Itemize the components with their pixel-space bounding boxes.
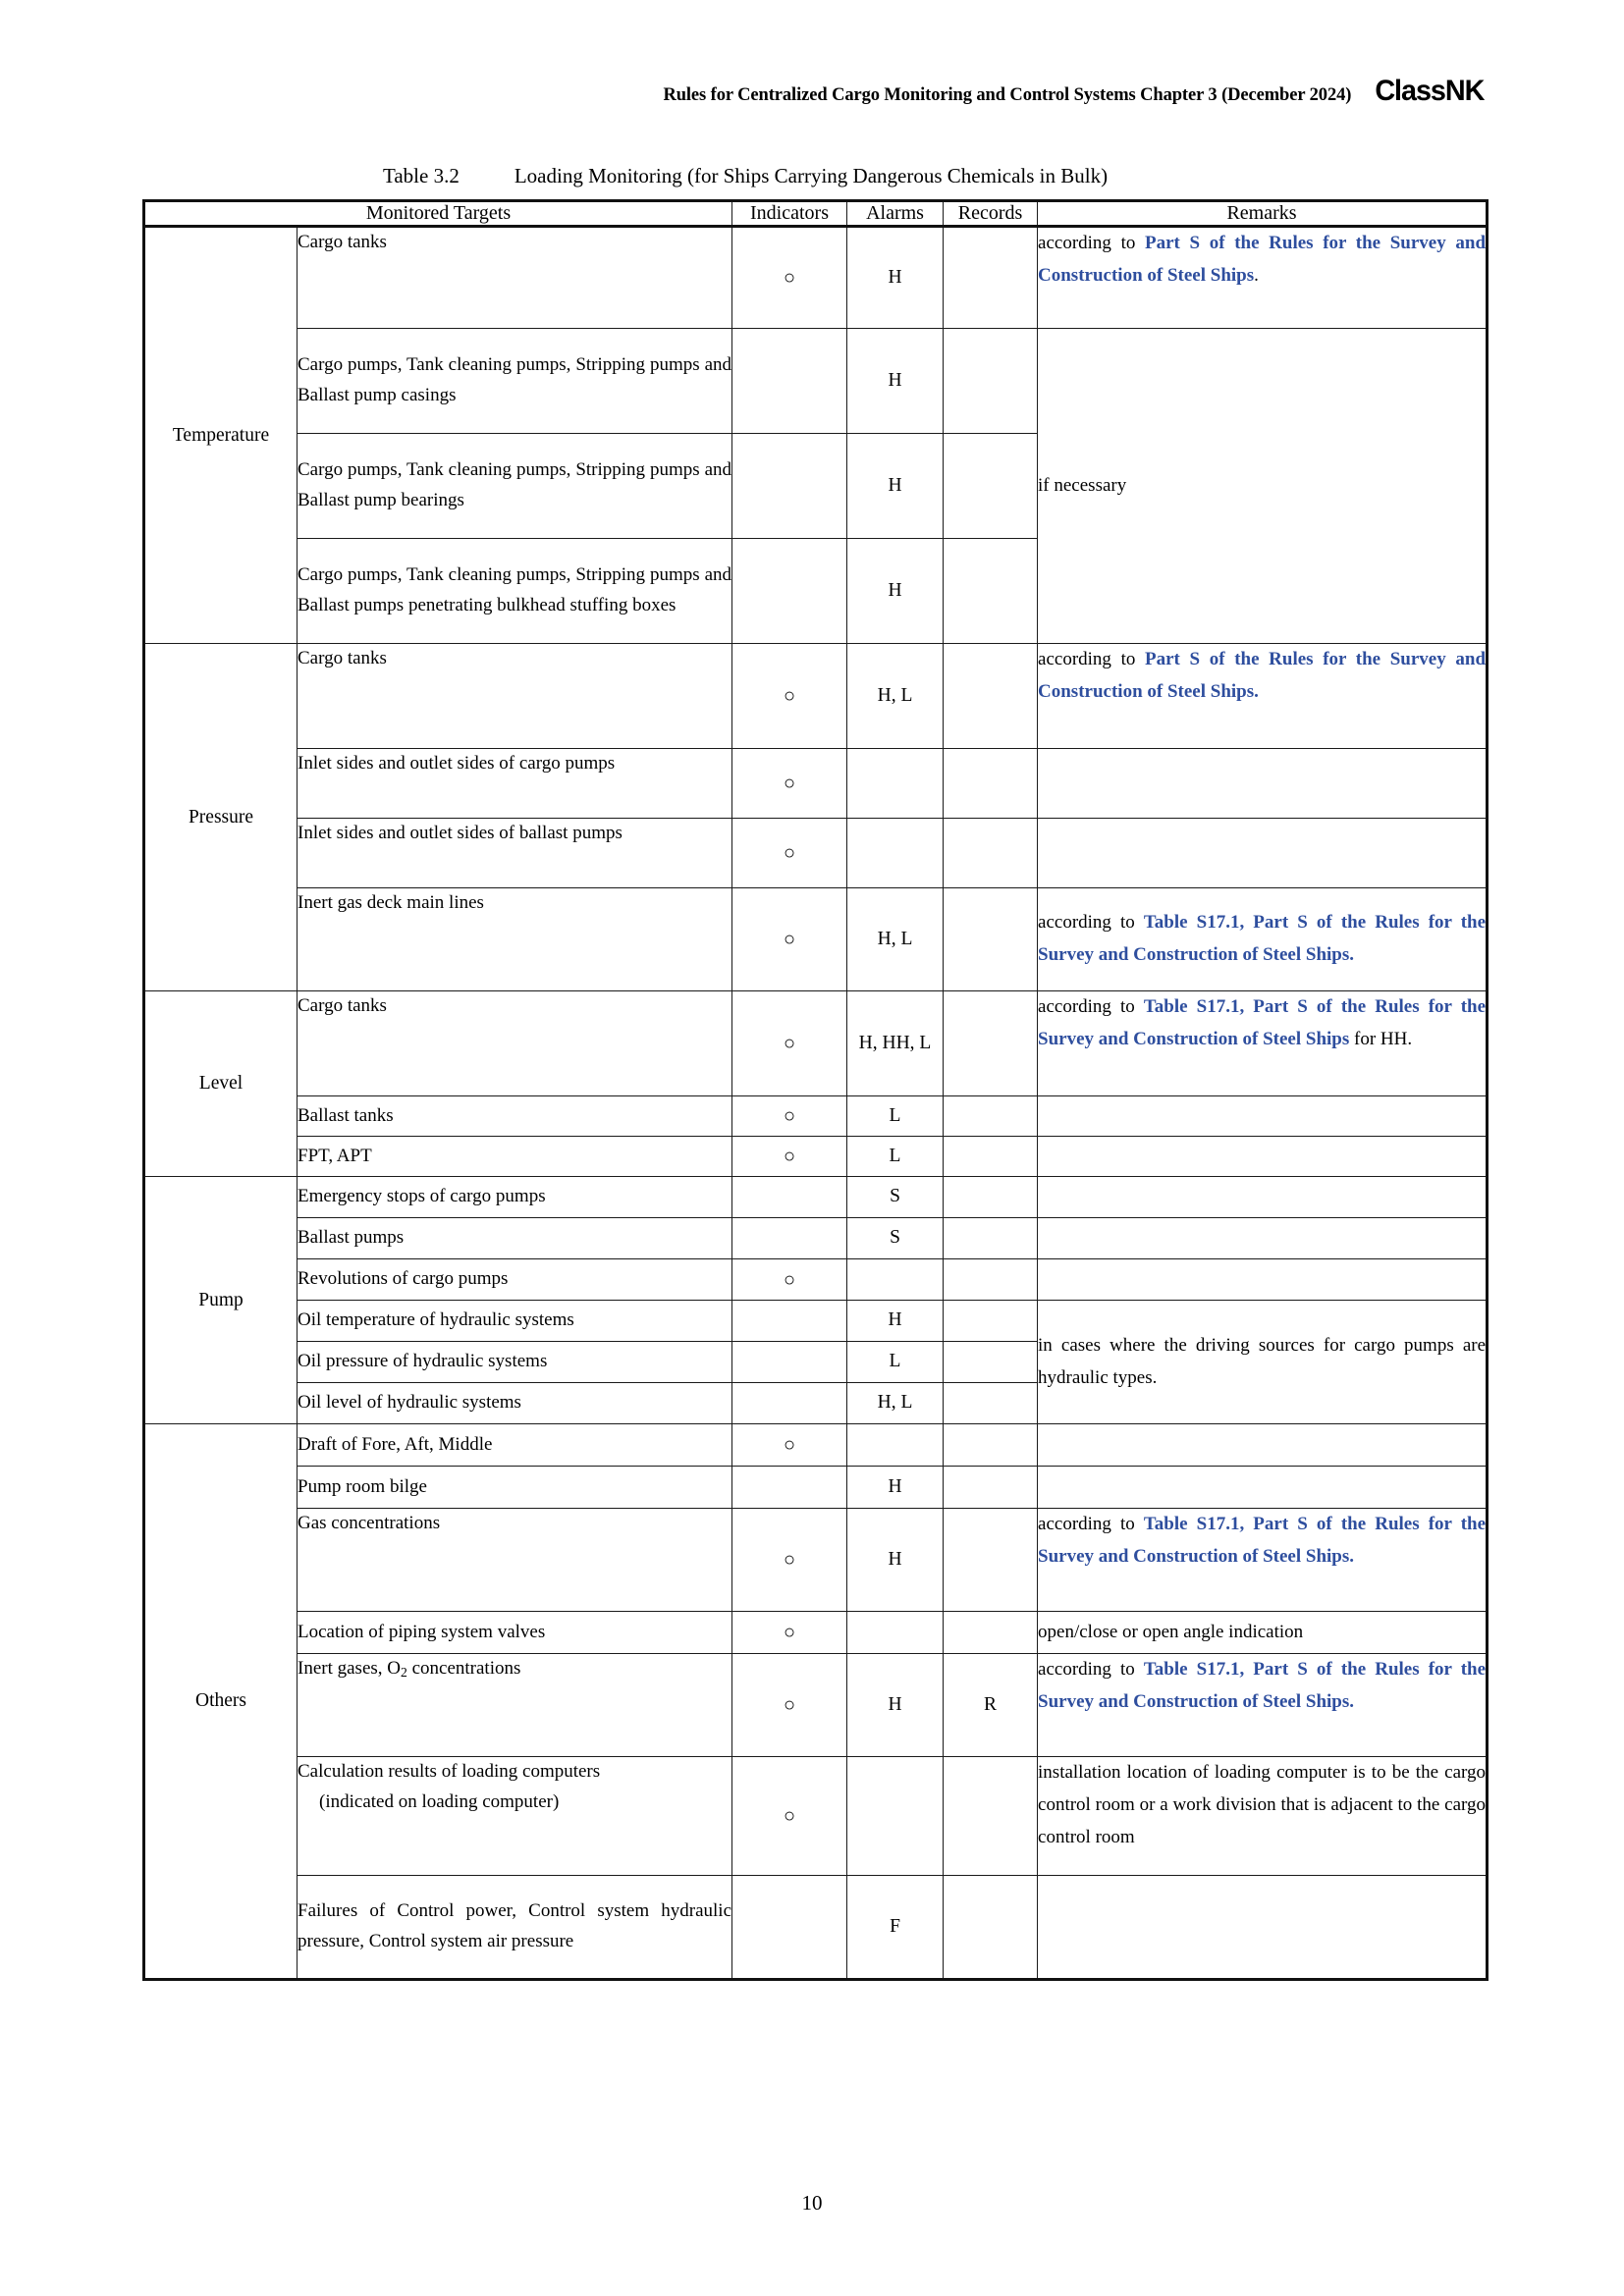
record-cell: R: [944, 1654, 1038, 1757]
target-text-pre: Inert gases, O: [298, 1658, 401, 1679]
table-caption-number: Table 3.2: [383, 164, 460, 187]
remark-cell: [1038, 1654, 1488, 1757]
alarm-cell: [847, 1424, 944, 1467]
record-cell: [944, 1509, 1038, 1612]
target-cell: Oil level of hydraulic systems: [298, 1383, 732, 1424]
target-cell: Draft of Fore, Aft, Middle: [298, 1424, 732, 1467]
target-cell: Oil pressure of hydraulic systems: [298, 1342, 732, 1383]
target-cell: FPT, APT: [298, 1137, 732, 1177]
target-cell: Location of piping system valves: [298, 1612, 732, 1654]
column-header-records: Records: [944, 201, 1038, 227]
column-header-monitored-targets: Monitored Targets: [144, 201, 732, 227]
target-cell: [298, 1757, 732, 1876]
alarm-cell: [847, 819, 944, 888]
target-cell: Cargo pumps, Tank cleaning pumps, Stripping pumps and Ballast pumps penetrating bulkhead stuffing boxes: [298, 539, 732, 644]
table-row: [144, 1218, 1488, 1259]
record-cell: [944, 819, 1038, 888]
remark-reference-link: Table S17.1, Part S of the Rules for the Survey and Construction of Steel Ships.: [1038, 1514, 1487, 1567]
remark-reference-link: Part S of the Rules for the Survey and Construction of Steel Ships: [1038, 233, 1487, 286]
table-row: [144, 1612, 1488, 1654]
remark-prefix: according to: [1038, 1514, 1144, 1534]
classnk-logo: ClassNK: [1375, 75, 1485, 107]
table-row: [144, 749, 1488, 819]
page-footer: [0, 2191, 1624, 2216]
table-row: [144, 1509, 1488, 1612]
remark-cell: [1038, 1259, 1488, 1301]
alarm-cell: L: [847, 1137, 944, 1177]
category-pump: Pump: [144, 1177, 298, 1424]
table-row: [144, 1757, 1488, 1876]
remark-cell: [1038, 1424, 1488, 1467]
record-cell: [944, 1876, 1038, 1980]
target-cell: Revolutions of cargo pumps: [298, 1259, 732, 1301]
record-cell: [944, 329, 1038, 434]
alarm-cell: H, L: [847, 888, 944, 991]
indicator-cell: [732, 434, 847, 539]
alarm-cell: [847, 1612, 944, 1654]
indicator-cell: [732, 1342, 847, 1383]
target-cell: Pump room bilge: [298, 1467, 732, 1509]
remark-prefix: according to: [1038, 649, 1145, 669]
alarm-cell: H: [847, 227, 944, 329]
record-cell: [944, 227, 1038, 329]
table-row: [144, 819, 1488, 888]
indicator-cell: [732, 1383, 847, 1424]
indicator-cell: [732, 1177, 847, 1218]
alarm-cell: H: [847, 539, 944, 644]
alarm-cell: H: [847, 329, 944, 434]
record-cell: [944, 888, 1038, 991]
remark-prefix: according to: [1038, 233, 1145, 253]
remark-cell-merged: in cases where the driving sources for cargo pumps are hydraulic types.: [1038, 1301, 1488, 1424]
record-cell: [944, 644, 1038, 749]
page-number: 10: [801, 2191, 823, 2215]
remark-cell-merged: if necessary: [1038, 329, 1488, 644]
remark-cell: [1038, 644, 1488, 749]
loading-monitoring-table: [142, 199, 1489, 1981]
indicator-cell: ○: [732, 1654, 847, 1757]
header-title: Rules for Centralized Cargo Monitoring and Control Systems Chapter 3 (December 2024): [663, 85, 1352, 105]
indicator-cell: ○: [732, 749, 847, 819]
table-row: [144, 1876, 1488, 1980]
remark-cell: [1038, 888, 1488, 991]
table-caption: [383, 165, 1108, 187]
remark-cell: [1038, 1177, 1488, 1218]
table-row: [144, 1259, 1488, 1301]
indicator-cell: [732, 1301, 847, 1342]
remark-prefix: according to: [1038, 912, 1144, 934]
target-cell: Emergency stops of cargo pumps: [298, 1177, 732, 1218]
record-cell: [944, 539, 1038, 644]
indicator-cell: ○: [732, 888, 847, 991]
indicator-cell: ○: [732, 1757, 847, 1876]
table-row: [144, 1177, 1488, 1218]
remark-cell: [1038, 1218, 1488, 1259]
target-text-subscript: 2: [401, 1665, 407, 1680]
record-cell: [944, 1218, 1038, 1259]
indicator-cell: [732, 1218, 847, 1259]
alarm-cell: H: [847, 434, 944, 539]
indicator-cell: ○: [732, 991, 847, 1096]
remark-cell: [1038, 991, 1488, 1096]
alarm-cell: S: [847, 1177, 944, 1218]
alarm-cell: H, L: [847, 644, 944, 749]
indicator-cell: ○: [732, 227, 847, 329]
record-cell: [944, 1342, 1038, 1383]
remark-cell: [1038, 227, 1488, 329]
record-cell: [944, 991, 1038, 1096]
record-cell: [944, 1757, 1038, 1876]
remark-reference-link: Table S17.1, Part S of the Rules for the Survey and Construction of Steel Ships.: [1038, 912, 1487, 965]
remark-cell: [1038, 749, 1488, 819]
indicator-cell: [732, 329, 847, 434]
remark-reference-link: Part S of the Rules for the Survey and Construction of Steel Ships.: [1038, 649, 1487, 702]
loading-monitoring-table-wrapper: [142, 199, 1486, 1981]
indicator-cell: ○: [732, 1612, 847, 1654]
table-row: [144, 1096, 1488, 1137]
table-row: [144, 1467, 1488, 1509]
column-header-indicators: Indicators: [732, 201, 847, 227]
target-cell: Ballast pumps: [298, 1218, 732, 1259]
record-cell: [944, 1096, 1038, 1137]
alarm-cell: H: [847, 1654, 944, 1757]
indicator-cell: ○: [732, 1137, 847, 1177]
target-cell: Gas concentrations: [298, 1509, 732, 1612]
table-row: [144, 1301, 1488, 1342]
target-cell: Cargo tanks: [298, 991, 732, 1096]
table-row: [144, 991, 1488, 1096]
record-cell: [944, 1137, 1038, 1177]
category-others: Others: [144, 1424, 298, 1980]
target-cell: Inlet sides and outlet sides of ballast pumps: [298, 819, 732, 888]
indicator-cell: [732, 1876, 847, 1980]
remark-cell: [1038, 1467, 1488, 1509]
remark-suffix: for HH.: [1349, 1028, 1413, 1049]
record-cell: [944, 1177, 1038, 1218]
remark-cell: installation location of loading computer is to be the cargo control room or a work division that is adjacent to the cargo control room: [1038, 1757, 1488, 1876]
target-cell: Cargo tanks: [298, 227, 732, 329]
target-cell: Ballast tanks: [298, 1096, 732, 1137]
record-cell: [944, 1612, 1038, 1654]
target-cell: Inert gas deck main lines: [298, 888, 732, 991]
target-cell: Cargo pumps, Tank cleaning pumps, Stripping pumps and Ballast pump bearings: [298, 434, 732, 539]
target-cell: [298, 1654, 732, 1757]
remark-suffix: .: [1254, 264, 1259, 286]
indicator-cell: ○: [732, 1424, 847, 1467]
target-text-post: concentrations: [406, 1658, 521, 1679]
page-header: [0, 77, 1624, 116]
alarm-cell: H, HH, L: [847, 991, 944, 1096]
remark-cell: [1038, 819, 1488, 888]
indicator-cell: ○: [732, 644, 847, 749]
alarm-cell: S: [847, 1218, 944, 1259]
record-cell: [944, 1383, 1038, 1424]
indicator-cell: ○: [732, 819, 847, 888]
category-temperature: Temperature: [144, 227, 298, 644]
alarm-cell: [847, 749, 944, 819]
record-cell: [944, 1467, 1038, 1509]
target-cell: Oil temperature of hydraulic systems: [298, 1301, 732, 1342]
remark-cell: [1038, 1509, 1488, 1612]
target-cell: Cargo pumps, Tank cleaning pumps, Stripping pumps and Ballast pump casings: [298, 329, 732, 434]
table-row: [144, 888, 1488, 991]
category-level: Level: [144, 991, 298, 1177]
record-cell: [944, 1259, 1038, 1301]
indicator-cell: ○: [732, 1259, 847, 1301]
target-cell: Inlet sides and outlet sides of cargo pumps: [298, 749, 732, 819]
record-cell: [944, 1301, 1038, 1342]
table-row: [144, 1654, 1488, 1757]
remark-reference-link: Table S17.1, Part S of the Rules for the Survey and Construction of Steel Ships.: [1038, 1659, 1487, 1712]
remark-cell: [1038, 1876, 1488, 1980]
indicator-cell: [732, 1467, 847, 1509]
alarm-cell: [847, 1757, 944, 1876]
alarm-cell: H: [847, 1509, 944, 1612]
table-row: [144, 329, 1488, 434]
column-header-alarms: Alarms: [847, 201, 944, 227]
remark-prefix: according to: [1038, 1659, 1144, 1680]
remark-reference-link: Table S17.1, Part S of the Rules for the Survey and Construction of Steel Ships: [1038, 996, 1487, 1049]
alarm-cell: H: [847, 1467, 944, 1509]
table-row: [144, 1424, 1488, 1467]
record-cell: [944, 749, 1038, 819]
table-caption-text: Loading Monitoring (for Ships Carrying Dangerous Chemicals in Bulk): [514, 164, 1109, 187]
target-cell: Failures of Control power, Control system hydraulic pressure, Control system air pressure: [298, 1876, 732, 1980]
category-pressure: Pressure: [144, 644, 298, 991]
alarm-cell: H, L: [847, 1383, 944, 1424]
alarm-cell: L: [847, 1342, 944, 1383]
remark-cell: [1038, 1137, 1488, 1177]
alarm-cell: L: [847, 1096, 944, 1137]
record-cell: [944, 1424, 1038, 1467]
target-text-line2: (indicated on loading computer): [319, 1790, 560, 1812]
column-header-remarks: Remarks: [1038, 201, 1488, 227]
record-cell: [944, 434, 1038, 539]
table-row: [144, 644, 1488, 749]
table-header-row: [144, 201, 1488, 227]
alarm-cell: F: [847, 1876, 944, 1980]
table-row: [144, 227, 1488, 329]
alarm-cell: [847, 1259, 944, 1301]
table-row: [144, 1137, 1488, 1177]
indicator-cell: ○: [732, 1096, 847, 1137]
alarm-cell: H: [847, 1301, 944, 1342]
remark-cell: [1038, 1096, 1488, 1137]
target-cell: Cargo tanks: [298, 644, 732, 749]
indicator-cell: ○: [732, 1509, 847, 1612]
indicator-cell: [732, 539, 847, 644]
remark-prefix: according to: [1038, 996, 1144, 1017]
target-text-line1: Calculation results of loading computers: [298, 1761, 601, 1782]
remark-cell: open/close or open angle indication: [1038, 1612, 1488, 1654]
